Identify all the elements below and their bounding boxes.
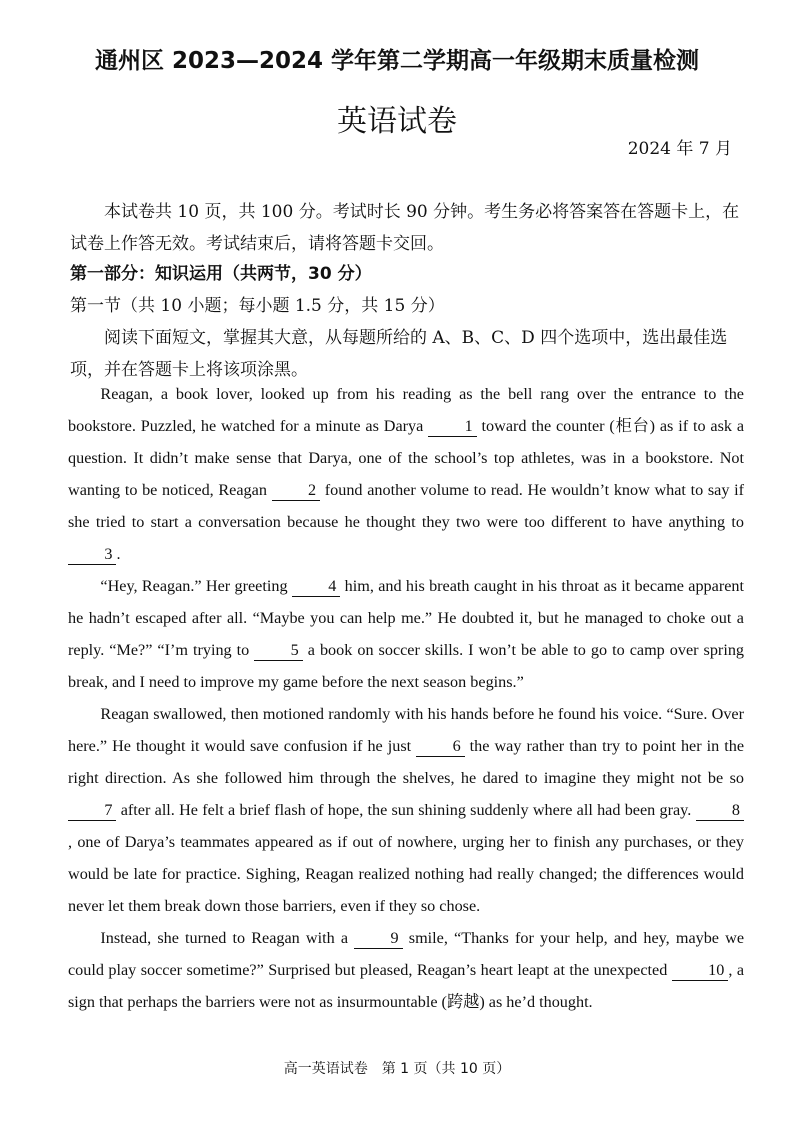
passage-text: a book on soccer skills. I won’t be able to go to camp over spring break, and I need to improve my game before the next season begins.” xyxy=(68,641,745,691)
exam-date: 2024 年 7 月 xyxy=(627,139,732,159)
section-directions: 阅读下面短文，掌握其大意，从每题所给的 A、B、C、D 四个选项中，选出最佳选项，并在答题卡上将该项涂黑。 xyxy=(70,328,728,380)
page-footer: 高一英语试卷 第 1 页（共 10 页） xyxy=(283,1061,511,1077)
passage-text: him, and his breath caught in his throat as it became apparent he hadn’t escaped after all. “Maybe you can help me.” He doubted it, but he managed to choke out a reply. “Me?” “I’m trying to xyxy=(68,577,745,659)
blank-3: 3 xyxy=(68,544,116,565)
passage-text: “Hey, Reagan.” Her greeting xyxy=(100,577,288,595)
passage-text: toward the counter (柜台) as if to ask a question. It didn’t make sense that Darya, one of the school’s top athletes, was in a bookstore. Not wanting to be noticed, Reagan xyxy=(68,417,745,499)
blank-1: 1 xyxy=(428,416,476,437)
blank-8: 8 xyxy=(696,800,744,821)
passage-text: Reagan swallowed, then motioned randomly with his hands before he found his voice. “Sure. Over here.” He thought it would save confusion if he just xyxy=(68,705,744,755)
passage-text: after all. He felt a brief flash of hope, the sun shining suddenly where all had been gray. xyxy=(120,801,692,819)
exam-instructions: 本试卷共 10 页，共 100 分。考试时长 90 分钟。考生务必将答案答在答题卡上，在试卷上作答无效。考试结束后，请将答题卡交回。 xyxy=(70,202,740,254)
passage-paragraph xyxy=(68,570,744,698)
passage-text: Reagan, a book lover, looked up from his reading as the bell rang over the entrance to the bookstore. Puzzled, he watched for a minute as Darya xyxy=(68,385,744,435)
passage-text: , a sign that perhaps the barriers were not as insurmountable (跨越) as he’d thought. xyxy=(68,961,745,1011)
passage-text: smile, “Thanks for your help, and hey, maybe we could play soccer sometime?” Surprised but pleased, Reagan’s heart leapt at the unexpected xyxy=(68,929,745,979)
passage-paragraph xyxy=(68,922,744,1018)
cloze-passage xyxy=(68,378,744,1018)
blank-4: 4 xyxy=(292,576,340,597)
blank-9: 9 xyxy=(354,928,402,949)
part-heading: 第一部分：知识运用（共两节，30 分） xyxy=(70,264,372,284)
blank-7: 7 xyxy=(68,800,116,821)
passage-text: , one of Darya’s teammates appeared as if out of nowhere, urging her to finish any purchases, or they would be late for practice. Sighing, Reagan realized nothing had really changed; the differences would never let them break down those barriers, even if they so chose. xyxy=(68,833,744,915)
section-heading: 第一节（共 10 小题；每小题 1.5 分，共 15 分） xyxy=(70,296,445,316)
exam-title: 通州区 2023—2024 学年第二学期高一年级期末质量检测 xyxy=(94,48,700,74)
blank-6: 6 xyxy=(416,736,464,757)
passage-text: . xyxy=(116,545,121,563)
exam-subtitle: 英语试卷 xyxy=(337,104,457,139)
blank-10: 10 xyxy=(672,960,729,981)
passage-text: Instead, she turned to Reagan with a xyxy=(100,929,348,947)
blank-2: 2 xyxy=(272,480,320,501)
passage-text: the way rather than try to point her in the right direction. As she followed him through the shelves, he dared to imagine they might not be so xyxy=(68,737,745,787)
passage-paragraph xyxy=(68,378,744,570)
passage-text: found another volume to read. He wouldn’t know what to say if she tried to start a conversation because he thought they two were too different to have anything to xyxy=(68,481,744,531)
passage-paragraph xyxy=(68,698,744,922)
blank-5: 5 xyxy=(254,640,302,661)
